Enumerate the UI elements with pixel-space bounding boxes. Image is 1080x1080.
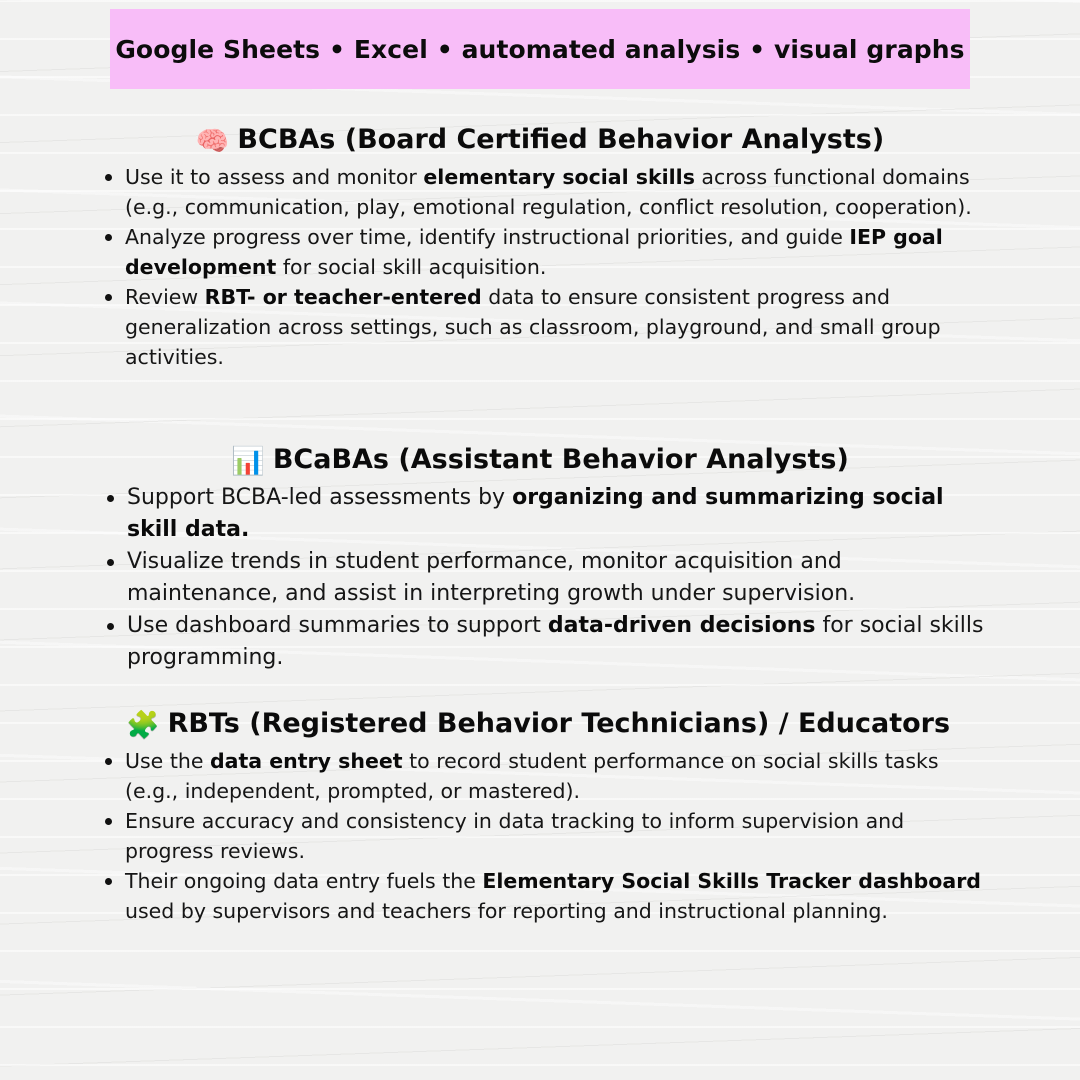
bullet-list	[127, 482, 987, 674]
section-title: RBTs (Registered Behavior Technicians) / Educators	[167, 708, 951, 739]
section-bcbas	[0, 124, 1080, 369]
bullet-list	[125, 162, 995, 372]
list-item: Their ongoing data entry fuels the Elementary Social Skills Tracker dashboard used by supervisors and teachers for reporting and instructional planning.	[125, 866, 995, 926]
section-heading	[0, 444, 1080, 477]
section-bcabas	[0, 444, 1080, 670]
list-item: Support BCBA-led assessments by organizing and summarizing social skill data.	[127, 482, 987, 546]
bullet-list	[125, 746, 995, 926]
header-banner	[110, 9, 970, 89]
list-item: Use it to assess and monitor elementary social skills across functional domains (e.g., communication, play, emotional regulation, conflict resolution, cooperation).	[125, 162, 995, 222]
bar-chart-icon: 📊	[231, 446, 265, 477]
section-rbts-educators	[0, 708, 1080, 923]
list-item: Ensure accuracy and consistency in data tracking to inform supervision and progress reviews.	[125, 806, 995, 866]
list-item: Review RBT- or teacher-entered data to ensure consistent progress and generalization across settings, such as classroom, playground, and small group activities.	[125, 282, 995, 372]
list-item: Visualize trends in student performance, monitor acquisition and maintenance, and assist in interpreting growth under supervision.	[127, 546, 987, 610]
section-title: BCBAs (Board Certified Behavior Analysts)	[237, 124, 885, 155]
section-title: BCaBAs (Assistant Behavior Analysts)	[272, 444, 849, 475]
section-heading	[0, 124, 1080, 157]
list-item: Use dashboard summaries to support data-driven decisions for social skills programming.	[127, 610, 987, 674]
list-item: Use the data entry sheet to record student performance on social skills tasks (e.g., independent, prompted, or mastered).	[125, 746, 995, 806]
list-item: Analyze progress over time, identify instructional priorities, and guide IEP goal development for social skill acquisition.	[125, 222, 995, 282]
section-heading	[0, 708, 1078, 741]
banner-text: Google Sheets • Excel • automated analysis • visual graphs	[115, 34, 965, 64]
brain-icon: 🧠	[195, 126, 230, 157]
puzzle-piece-icon: 🧩	[125, 710, 160, 741]
